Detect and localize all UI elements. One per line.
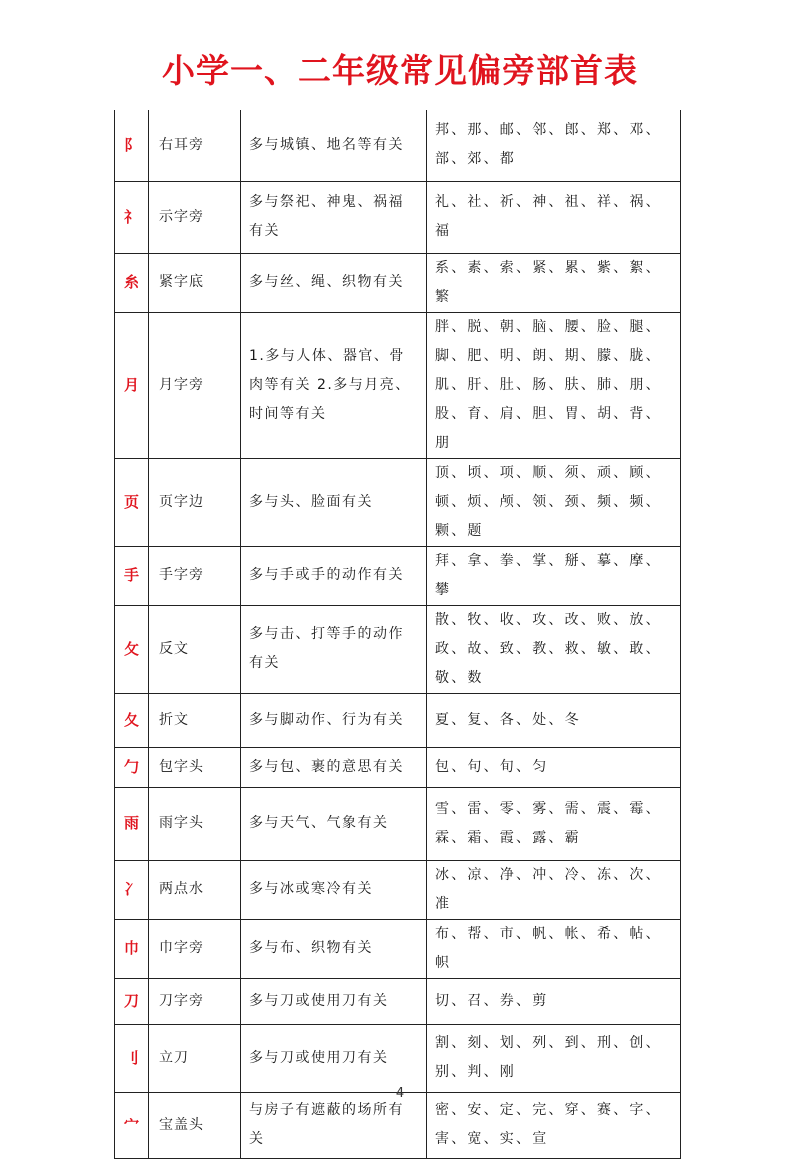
table-row <box>115 253 681 312</box>
examples-cell: 邦、那、邮、邻、郎、郑、邓、部、郊、都 <box>427 110 681 181</box>
radical-name-cell: 宝盖头 <box>149 1092 241 1158</box>
meaning-cell: 与房子有遮蔽的场所有关 <box>241 1092 427 1158</box>
table-row <box>115 747 681 787</box>
meaning-cell: 多与布、织物有关 <box>241 919 427 978</box>
meaning-cell: 多与手或手的动作有关 <box>241 546 427 605</box>
meaning-cell: 多与脚动作、行为有关 <box>241 693 427 747</box>
meaning-cell: 多与刀或使用刀有关 <box>241 978 427 1024</box>
radical-cell: 手 <box>115 546 149 605</box>
radical-cell: 糸 <box>115 253 149 312</box>
radical-cell: 雨 <box>115 787 149 860</box>
examples-cell: 切、召、券、剪 <box>427 978 681 1024</box>
examples-cell: 胖、脱、朝、脑、腰、脸、腿、脚、肥、明、朗、期、朦、胧、肌、肝、肚、肠、肤、肺、朋、股、育、肩、胆、胃、胡、背、朋 <box>427 312 681 458</box>
meaning-cell: 多与头、脸面有关 <box>241 458 427 546</box>
radical-cell: 刀 <box>115 978 149 1024</box>
examples-cell: 系、素、索、紧、累、紫、絮、繁 <box>427 253 681 312</box>
table-row <box>115 1092 681 1158</box>
meaning-cell: 多与丝、绳、织物有关 <box>241 253 427 312</box>
radical-name-cell: 月字旁 <box>149 312 241 458</box>
radical-name-cell: 手字旁 <box>149 546 241 605</box>
table-row <box>115 787 681 860</box>
radical-cell: 冫 <box>115 860 149 919</box>
radical-name-cell: 刀字旁 <box>149 978 241 1024</box>
page-number: 4 <box>395 1086 405 1101</box>
examples-cell: 礼、社、祈、神、祖、祥、祸、福 <box>427 181 681 253</box>
radical-cell: 勹 <box>115 747 149 787</box>
radical-cell: 刂 <box>115 1024 149 1092</box>
radical-name-cell: 反文 <box>149 605 241 693</box>
meaning-cell: 多与包、裹的意思有关 <box>241 747 427 787</box>
radical-name-cell: 紧字底 <box>149 253 241 312</box>
meaning-cell: 多与冰或寒冷有关 <box>241 860 427 919</box>
radical-name-cell: 折文 <box>149 693 241 747</box>
table-row <box>115 181 681 253</box>
table-row <box>115 546 681 605</box>
radical-cell: 宀 <box>115 1092 149 1158</box>
examples-cell: 布、帮、市、帆、帐、希、帖、帜 <box>427 919 681 978</box>
table-row <box>115 919 681 978</box>
meaning-cell: 多与击、打等手的动作有关 <box>241 605 427 693</box>
radical-name-cell: 两点水 <box>149 860 241 919</box>
radical-name-cell: 雨字头 <box>149 787 241 860</box>
table-row <box>115 312 681 458</box>
radical-cell: 礻 <box>115 181 149 253</box>
radical-cell: 月 <box>115 312 149 458</box>
table-row <box>115 978 681 1024</box>
examples-cell: 顶、顷、项、顺、须、顽、顾、顿、烦、颅、领、颈、频、频、颗、题 <box>427 458 681 546</box>
radical-name-cell: 示字旁 <box>149 181 241 253</box>
page-title: 小学一、二年级常见偏旁部首表 <box>162 51 638 90</box>
table-row <box>115 860 681 919</box>
radical-table <box>114 110 681 1159</box>
meaning-cell: 多与刀或使用刀有关 <box>241 1024 427 1092</box>
radical-cell: 阝 <box>115 110 149 181</box>
table-row <box>115 110 681 181</box>
table-row <box>115 1024 681 1092</box>
meaning-cell: 多与祭祀、神鬼、祸福有关 <box>241 181 427 253</box>
examples-cell: 夏、复、各、处、冬 <box>427 693 681 747</box>
examples-cell: 割、刻、划、列、到、刑、创、别、判、刚 <box>427 1024 681 1092</box>
table-row <box>115 458 681 546</box>
radical-cell: 页 <box>115 458 149 546</box>
radical-name-cell: 巾字旁 <box>149 919 241 978</box>
examples-cell: 散、牧、收、攻、改、败、放、政、故、致、教、救、敏、敢、敬、数 <box>427 605 681 693</box>
meaning-cell: 1.多与人体、器官、骨肉等有关 2.多与月亮、时间等有关 <box>241 312 427 458</box>
examples-cell: 拜、拿、拳、掌、掰、摹、摩、攀 <box>427 546 681 605</box>
radical-cell: 攵 <box>115 605 149 693</box>
examples-cell: 雪、雷、零、雾、需、震、霉、霖、霜、霞、露、霸 <box>427 787 681 860</box>
radical-name-cell: 右耳旁 <box>149 110 241 181</box>
examples-cell: 包、句、旬、匀 <box>427 747 681 787</box>
radical-name-cell: 包字头 <box>149 747 241 787</box>
radical-cell: 巾 <box>115 919 149 978</box>
radical-cell: 夂 <box>115 693 149 747</box>
meaning-cell: 多与天气、气象有关 <box>241 787 427 860</box>
table-row <box>115 605 681 693</box>
examples-cell: 密、安、定、完、穿、赛、字、害、宽、实、宣 <box>427 1092 681 1158</box>
radical-name-cell: 页字边 <box>149 458 241 546</box>
radical-name-cell: 立刀 <box>149 1024 241 1092</box>
examples-cell: 冰、凉、净、冲、冷、冻、次、准 <box>427 860 681 919</box>
meaning-cell: 多与城镇、地名等有关 <box>241 110 427 181</box>
table-row <box>115 693 681 747</box>
